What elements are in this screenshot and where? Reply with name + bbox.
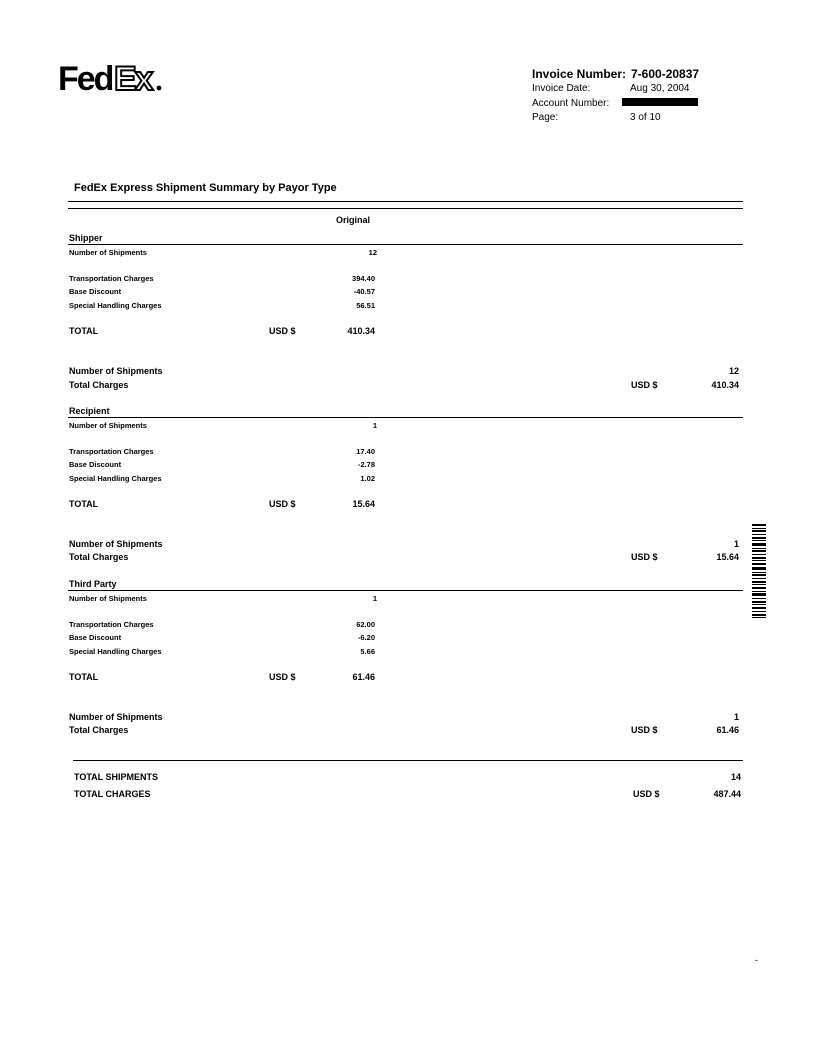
num-shipments-label: Number of Shipments [69,248,147,257]
invoice-number: 7-600-20837 [631,67,700,81]
summary-shipments-label: Number of Shipments [69,539,163,549]
total-label: TOTAL [69,499,99,509]
divider [68,590,743,591]
charge-value: 17.40 [356,447,375,456]
charge-value: 5.66 [360,647,375,656]
charge-label: Base Discount [69,287,122,296]
summary-shipments-value: 1 [733,539,739,549]
total-label: TOTAL [69,672,99,682]
charge-label: Special Handling Charges [69,647,162,656]
summary-currency: USD $ [631,552,658,562]
summary-charges-label: Total Charges [69,552,129,562]
charge-value: 56.51 [356,301,375,310]
barcode [752,524,766,618]
section-title: Recipient [69,406,110,416]
total-value: 61.46 [352,672,375,682]
charge-label: Transportation Charges [69,620,154,629]
summary-shipments-value: 1 [733,712,739,722]
summary-charges-value: 410.34 [711,380,739,390]
section-title: Third Party [69,579,117,589]
total-currency: USD $ [269,672,296,682]
charge-value: 62.00 [356,620,375,629]
page-label: Page: [532,112,559,123]
summary-currency: USD $ [631,380,658,390]
divider [68,417,743,418]
grand-charges-label: TOTAL CHARGES [74,789,151,799]
charge-label: Transportation Charges [69,447,154,456]
invoice-date: Aug 30, 2004 [630,83,690,94]
page-value: 3 of 10 [630,112,661,123]
summary-shipments-label: Number of Shipments [69,712,163,722]
charge-label: Base Discount [69,460,122,469]
total-value: 410.34 [347,326,375,336]
divider [73,760,743,761]
page-title: FedEx Express Shipment Summary by Payor Type [74,182,337,194]
svg-text:Fed: Fed [58,60,113,98]
summary-charges-value: 15.64 [716,552,739,562]
divider [68,208,743,209]
grand-shipments-value: 14 [730,772,741,782]
charge-value: 394.40 [352,274,375,283]
num-shipments-value: 1 [372,594,377,603]
divider [68,244,743,245]
account-number-label: Account Number: [532,98,610,109]
charge-value: -2.78 [357,460,375,469]
section-title: Shipper [69,233,103,243]
charge-value: 1.02 [360,474,375,483]
charge-label: Base Discount [69,633,122,642]
num-shipments-label: Number of Shipments [69,594,147,603]
summary-charges-label: Total Charges [69,380,129,390]
summary-charges-value: 61.46 [716,725,739,735]
footer-mark: - [755,955,758,965]
num-shipments-value: 12 [368,248,377,257]
num-shipments-value: 1 [372,421,377,430]
total-value: 15.64 [352,499,375,509]
summary-shipments-label: Number of Shipments [69,366,163,376]
charge-label: Special Handling Charges [69,301,162,310]
column-header-original: Original [336,215,371,225]
invoice-date-label: Invoice Date: [532,83,591,94]
divider [68,201,743,202]
num-shipments-label: Number of Shipments [69,421,147,430]
charge-value: -6.20 [357,633,375,642]
charge-value: -40.57 [353,287,375,296]
summary-currency: USD $ [631,725,658,735]
grand-shipments-label: TOTAL SHIPMENTS [74,772,159,782]
invoice-number-label: Invoice Number: [532,67,627,81]
summary-charges-label: Total Charges [69,725,129,735]
fedex-logo [58,58,168,98]
charge-label: Special Handling Charges [69,474,162,483]
grand-charges-value: 487.44 [713,789,741,799]
total-label: TOTAL [69,326,99,336]
svg-text:Ex: Ex [114,60,152,98]
total-currency: USD $ [269,326,296,336]
account-number-redacted [622,98,698,106]
total-currency: USD $ [269,499,296,509]
charge-label: Transportation Charges [69,274,154,283]
grand-currency: USD $ [633,789,660,799]
summary-shipments-value: 12 [728,366,739,376]
